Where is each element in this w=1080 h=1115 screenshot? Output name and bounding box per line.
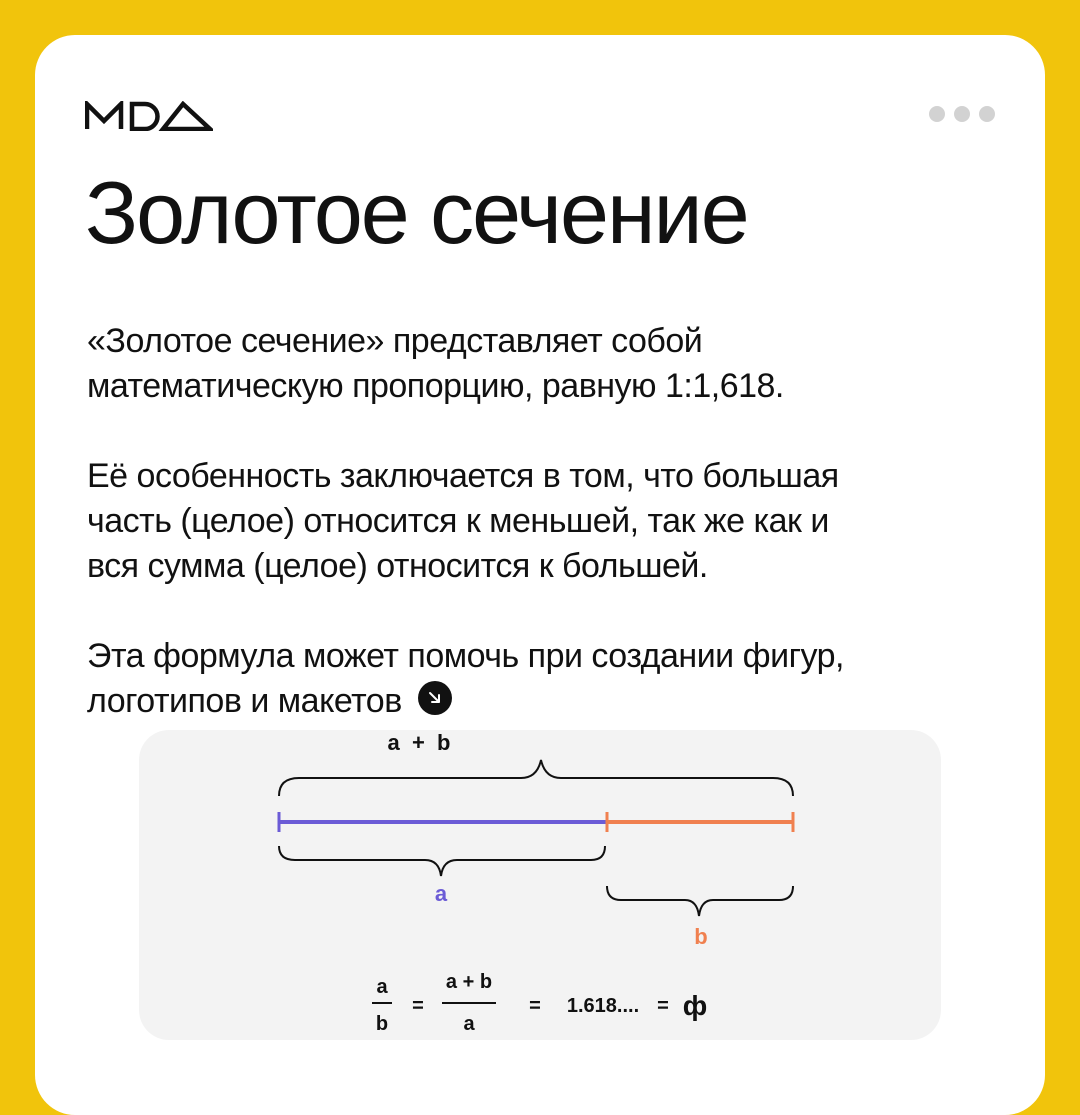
paragraph-line: Эта формула может помочь при создании фигур, xyxy=(87,637,844,675)
page-title: Золотое сечение xyxy=(85,163,748,262)
diagram-svg xyxy=(139,730,941,1040)
a-label: a xyxy=(434,881,448,906)
paragraph-line: логотипов и макетов xyxy=(87,682,402,720)
arrow-down-right-icon xyxy=(418,681,452,715)
b-label: b xyxy=(694,924,708,949)
dot xyxy=(929,106,945,122)
ratio-value: 1.618.... xyxy=(566,995,640,1017)
content-card xyxy=(35,35,1045,1115)
body-text xyxy=(87,319,1007,769)
paragraph-line: Её особенность заключается в том, что большая xyxy=(87,457,839,495)
b-brace xyxy=(607,886,793,916)
paragraph-property xyxy=(87,454,1007,589)
a-brace xyxy=(279,846,605,876)
mda-logo-icon xyxy=(85,101,213,131)
paragraph-definition xyxy=(87,319,1007,409)
frac2-numerator: a + b xyxy=(445,971,493,993)
golden-ratio-diagram xyxy=(139,730,941,1040)
phi-symbol: ф xyxy=(682,990,708,1021)
paragraph-line: «Золотое сечение» представляет собой xyxy=(87,322,703,360)
more-options-dots[interactable] xyxy=(929,106,995,122)
frac2-denominator: a xyxy=(463,1013,475,1035)
frac1-denominator: b xyxy=(375,1013,389,1035)
paragraph-usage xyxy=(87,634,1007,724)
paragraph-line: математическую пропорцию, равную 1:1,618. xyxy=(87,367,784,405)
paragraph-line: часть (целое) относится к меньшей, так же как и xyxy=(87,502,829,540)
mda-logo xyxy=(85,101,213,136)
equals-sign: = xyxy=(412,995,424,1017)
equals-sign: = xyxy=(657,995,669,1017)
frac1-numerator: a xyxy=(376,976,388,998)
equals-sign: = xyxy=(529,995,541,1017)
sum-label: a + b xyxy=(387,730,451,755)
dot xyxy=(979,106,995,122)
golden-ratio-formula xyxy=(372,971,707,1035)
dot xyxy=(954,106,970,122)
sum-brace xyxy=(279,760,793,796)
paragraph-line: вся сумма (целое) относится к большей. xyxy=(87,547,708,585)
